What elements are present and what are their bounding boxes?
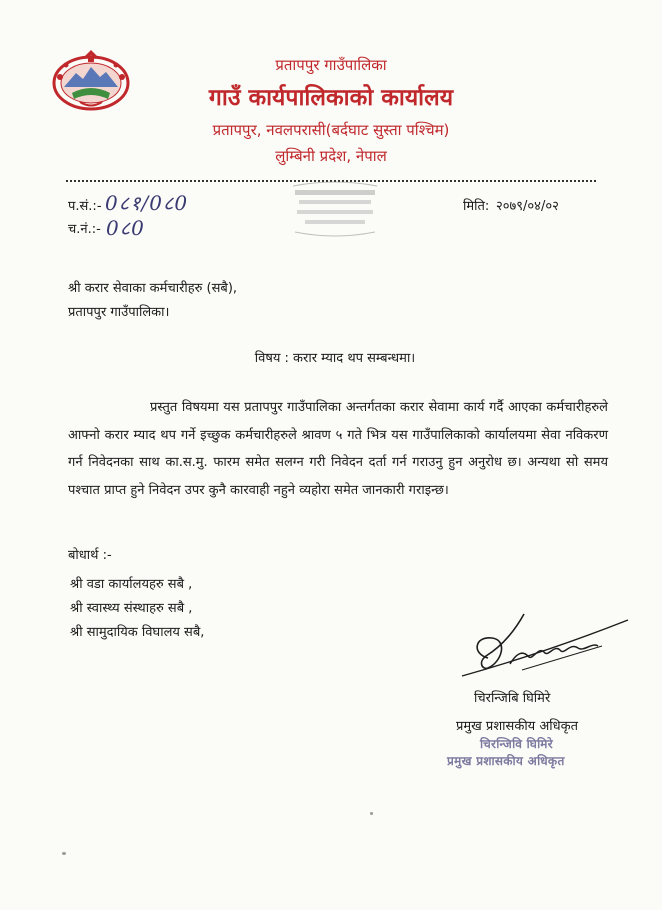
office-address: प्रतापपुर, नवलपरासी(बर्दघाट सुस्ता पश्चिम) bbox=[212, 121, 450, 139]
scan-speck bbox=[62, 852, 66, 855]
cc-item: श्री स्वास्थ्य संस्थाहरु सबै , bbox=[70, 601, 193, 616]
addressee-line-2: प्रतापपुर गाउँपालिका। bbox=[68, 305, 170, 320]
date-label: मिति: bbox=[463, 199, 490, 214]
signer-title: प्रमुख प्रशासकीय अधिकृत bbox=[456, 719, 579, 734]
municipality-name: प्रतापपुर गाउँपालिका bbox=[275, 56, 387, 74]
date-value: २०७९/०४/०२ bbox=[496, 199, 559, 214]
office-name: गाउँ कार्यपालिकाको कार्यालय bbox=[208, 85, 454, 111]
letter-body: प्रस्तुत विषयमा यस प्रतापपुर गाउँपालिका अन्तर्गतका करार सेवामा कार्य गर्दै आएका कर्मचारीहरुले आफ्नो करार म्याद थप गर्ने इच्छुक कर्मचारीहरुले श्रावण ५ गते भित्र यस गाउँपालिकाको कार्यालयमा सेवा नविकरण गर्न निवेदनका साथ का.स.मु. फारम समेत सलग्न गरी निवेदन दर्ता गर्न गराउनु हुन अनुरोध छ। अन्यथा सो समय पश्चात प्राप्त हुने निवेदन उपर कुनै कारवाही नहुने व्यहोरा समेत जानकारी गराइन्छ। bbox=[68, 400, 608, 498]
dispatch-number-value: 0८0 bbox=[106, 216, 145, 240]
seal-name: चिरन्जिवि घिमिरे bbox=[480, 737, 553, 751]
cc-item: श्री सामुदायिक विघालय सबै, bbox=[70, 625, 205, 640]
addressee-line-1: श्री करार सेवाका कर्मचारीहरु (सबै), bbox=[68, 281, 238, 296]
cc-item: श्री वडा कार्यालयहरु सबै , bbox=[70, 577, 193, 592]
signer-name: चिरन्जिबि घिमिरे bbox=[474, 691, 551, 706]
seal-title: प्रमुख प्रशासकीय अधिकृत bbox=[447, 754, 565, 768]
dispatch-number-label: च.नं.:- bbox=[68, 222, 101, 237]
letter-subject: विषय : करार म्याद थप सम्बन्धमा। bbox=[254, 351, 416, 366]
reference-number-value: 0८१/0८0 bbox=[105, 191, 189, 215]
handwritten-signature-icon bbox=[452, 606, 632, 690]
reference-number-label: प.सं.:- bbox=[68, 199, 102, 214]
scan-speck bbox=[370, 812, 373, 815]
office-province: लुम्बिनी प्रदेश, नेपाल bbox=[275, 147, 387, 165]
office-stamp-icon bbox=[285, 180, 385, 238]
cc-heading: बोधार्थ :- bbox=[68, 548, 112, 563]
